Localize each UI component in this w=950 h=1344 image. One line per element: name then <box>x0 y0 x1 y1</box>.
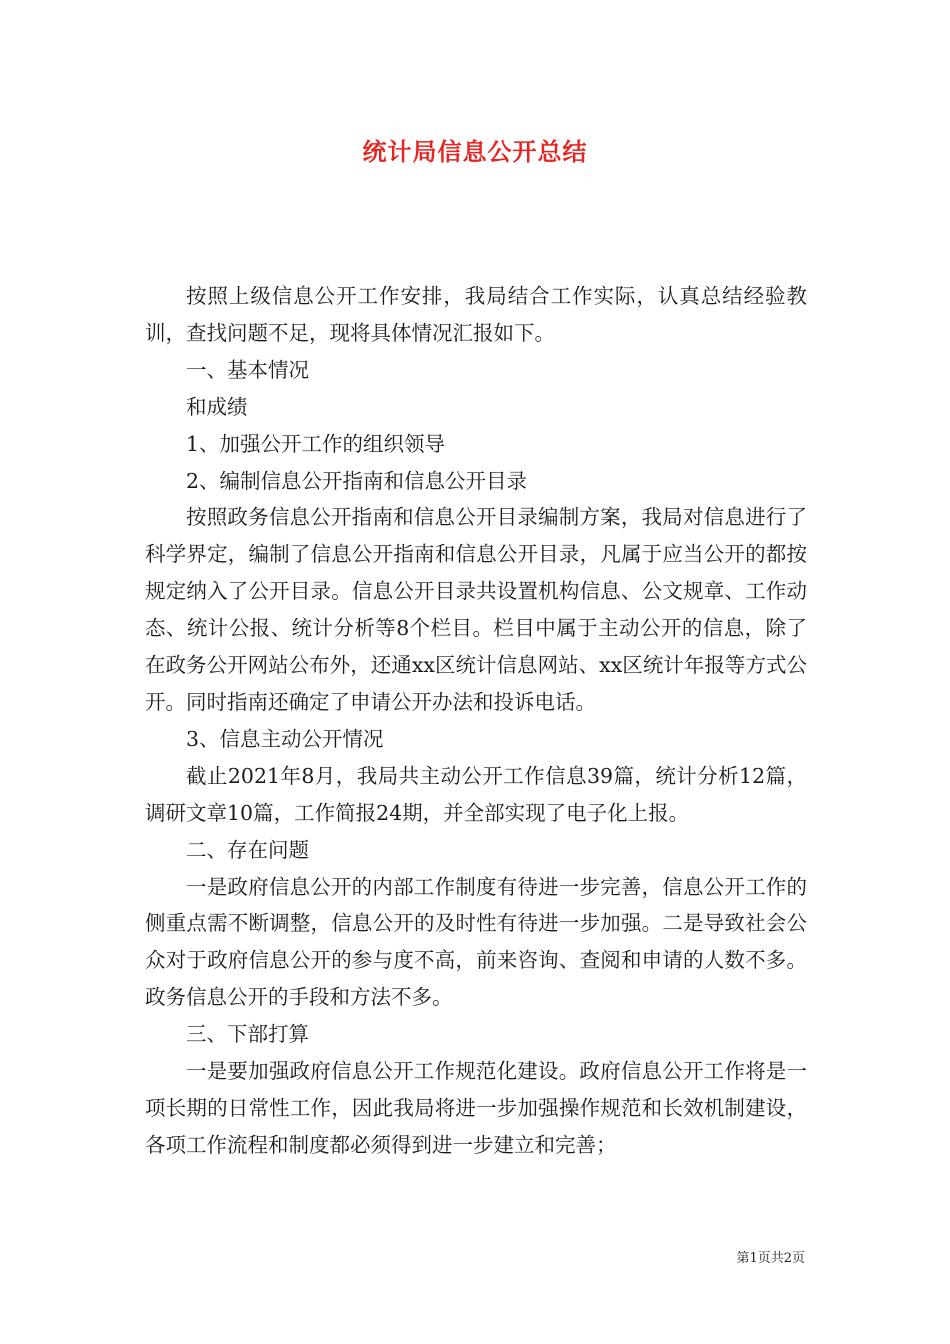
paragraph-active-disclosure: 截止2021年8月，我局共主动公开工作信息39篇，统计分析12篇，调研文章10篇，工作简报24期，并全部实现了电子化上报。 <box>145 763 807 825</box>
heading-basic-situation: 一、基本情况 <box>186 357 309 382</box>
heading-problems: 二、存在问题 <box>186 837 309 862</box>
document-body <box>145 278 807 1164</box>
paragraph-catalog: 按照政务信息公开指南和信息公开目录编制方案，我局对信息进行了科学界定，编制了信息公开指南和信息公开目录，凡属于应当公开的都按规定纳入了公开目录。信息公开目录共设置机构信息、公文规章、工作动态、统计公报、统计分析等8个栏目。栏目中属于主动公开的信息，除了在政务公开网站公布外，还通xx区统计信息网站、xx区统计年报等方式公开。同时指南还确定了申请公开办法和投诉电话。 <box>145 505 807 714</box>
heading-plans: 三、下部打算 <box>186 1022 309 1047</box>
document-title: 统计局信息公开总结 <box>362 138 588 166</box>
paragraph-problems: 一是政府信息公开的内部工作制度有待进一步完善，信息公开工作的侧重点需不断调整，信息公开的及时性有待进一步加强。二是导致社会公众对于政府信息公开的参与度不高，前来咨询、查阅和申请的人数不多。政务信息公开的手段和方法不多。 <box>145 874 807 1010</box>
subheading-leadership: 1、加强公开工作的组织领导 <box>186 431 446 456</box>
page-number: 第1页共2页 <box>736 1251 805 1266</box>
subheading-catalog: 2、编制信息公开指南和信息公开目录 <box>186 468 528 493</box>
subheading-active-disclosure: 3、信息主动公开情况 <box>186 726 384 751</box>
paragraph-intro: 按照上级信息公开工作安排，我局结合工作实际，认真总结经验教训，查找问题不足，现将具体情况汇报如下。 <box>145 284 807 345</box>
paragraph-plans: 一是要加强政府信息公开工作规范化建设。政府信息公开工作将是一项长期的日常性工作，因此我局将进一步加强操作规范和长效机制建设，各项工作流程和制度都必须得到进一步建立和完善； <box>145 1059 807 1157</box>
heading-achievements: 和成绩 <box>186 394 248 419</box>
